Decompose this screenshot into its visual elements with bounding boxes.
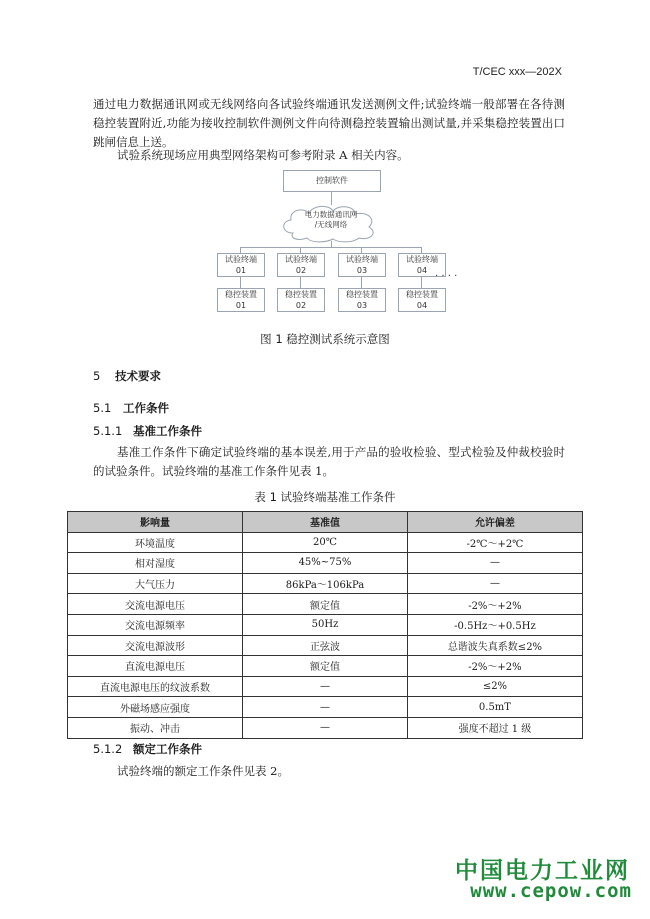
device-box-03: 稳控装置 03 [338, 288, 386, 312]
table-1-caption: 表 1 试验终端基准工作条件 [254, 490, 396, 504]
table-row: 直流电源电压 额定值 -2%～+2% [68, 656, 583, 677]
table-row: 交流电源波形 正弦波 总谐波失真系数≤2% [68, 635, 583, 656]
table-row: 振动、冲击 — 强度不超过 1 级 [68, 717, 583, 738]
figure-caption: 图 1 稳控测试系统示意图 [260, 332, 390, 346]
table-row: 外磁场感应强度 — 0.5mT [68, 697, 583, 718]
table-row: 相对湿度 45%~75% — [68, 553, 583, 574]
system-diagram [205, 165, 460, 317]
watermark-logo-text: 中国电力工业网 [455, 858, 630, 884]
network-label-line2: /无线网络 [314, 220, 348, 229]
section-5-1-2-heading: 5.1.2 额定工作条件 [93, 742, 202, 756]
section-5-1-2-text: 试验终端的额定工作条件见表 2。 [117, 764, 289, 778]
control-software-label: 控制软件 [316, 176, 348, 185]
watermark-url: www.cepow.com [470, 880, 632, 902]
control-software-box [283, 170, 381, 192]
column-header-tolerance: 允许偏差 [407, 512, 582, 533]
terminal-box-02: 试验终端 02 [277, 253, 325, 277]
table-row: 环境温度 20℃ -2℃～+2℃ [68, 532, 583, 553]
section-5-1-1-text: 基准工作条件下确定试验终端的基本误差,用于产品的验收检验、型式检验及仲裁校验时的试验条件。试验终端的基准工作条件见表 1。 [93, 445, 565, 478]
device-box-01: 稳控装置 01 [217, 288, 265, 312]
table-row: 直流电源电压的纹波系数 — ≤2% [68, 676, 583, 697]
intro-paragraph-2: 试验系统现场应用典型网络架构可参考附录 A 相关内容。 [117, 148, 409, 162]
table-header-row [68, 512, 583, 533]
table-row: 大气压力 86kPa～106kPa — [68, 573, 583, 594]
terminal-box-03: 试验终端 03 [338, 253, 386, 277]
section-5-1-heading: 5.1 工作条件 [93, 401, 169, 415]
network-label-line1: 电力数据通讯网 [304, 210, 358, 219]
column-header-factor: 影响量 [68, 512, 243, 533]
terminal-box-01: 试验终端 01 [217, 253, 265, 277]
device-box-04: 稳控装置 04 [398, 288, 446, 312]
table-1 [67, 511, 583, 739]
intro-paragraph-1: 通过电力数据通讯网或无线网络向各试验终端通讯发送测例文件;试验终端一般部署在各待测稳控装置附近,功能为接收控制软件测例文件向待测稳控装置输出测试量,并采集稳控装置出口跳闸信息上送。 [93, 97, 565, 149]
section-5-heading: 5 技术要求 [93, 369, 161, 383]
section-5-1-1-heading: 5.1.1 基准工作条件 [93, 424, 202, 438]
diagram-ellipsis: · · · · [435, 271, 458, 282]
table-row: 交流电源频率 50Hz -0.5Hz～+0.5Hz [68, 614, 583, 635]
column-header-reference: 基准值 [243, 512, 408, 533]
table-row: 交流电源电压 额定值 -2%～+2% [68, 594, 583, 615]
document-code: T/CEC xxx—202X [472, 66, 562, 78]
terminal-box-04: 试验终端 04 [398, 253, 446, 277]
device-box-02: 稳控装置 02 [277, 288, 325, 312]
